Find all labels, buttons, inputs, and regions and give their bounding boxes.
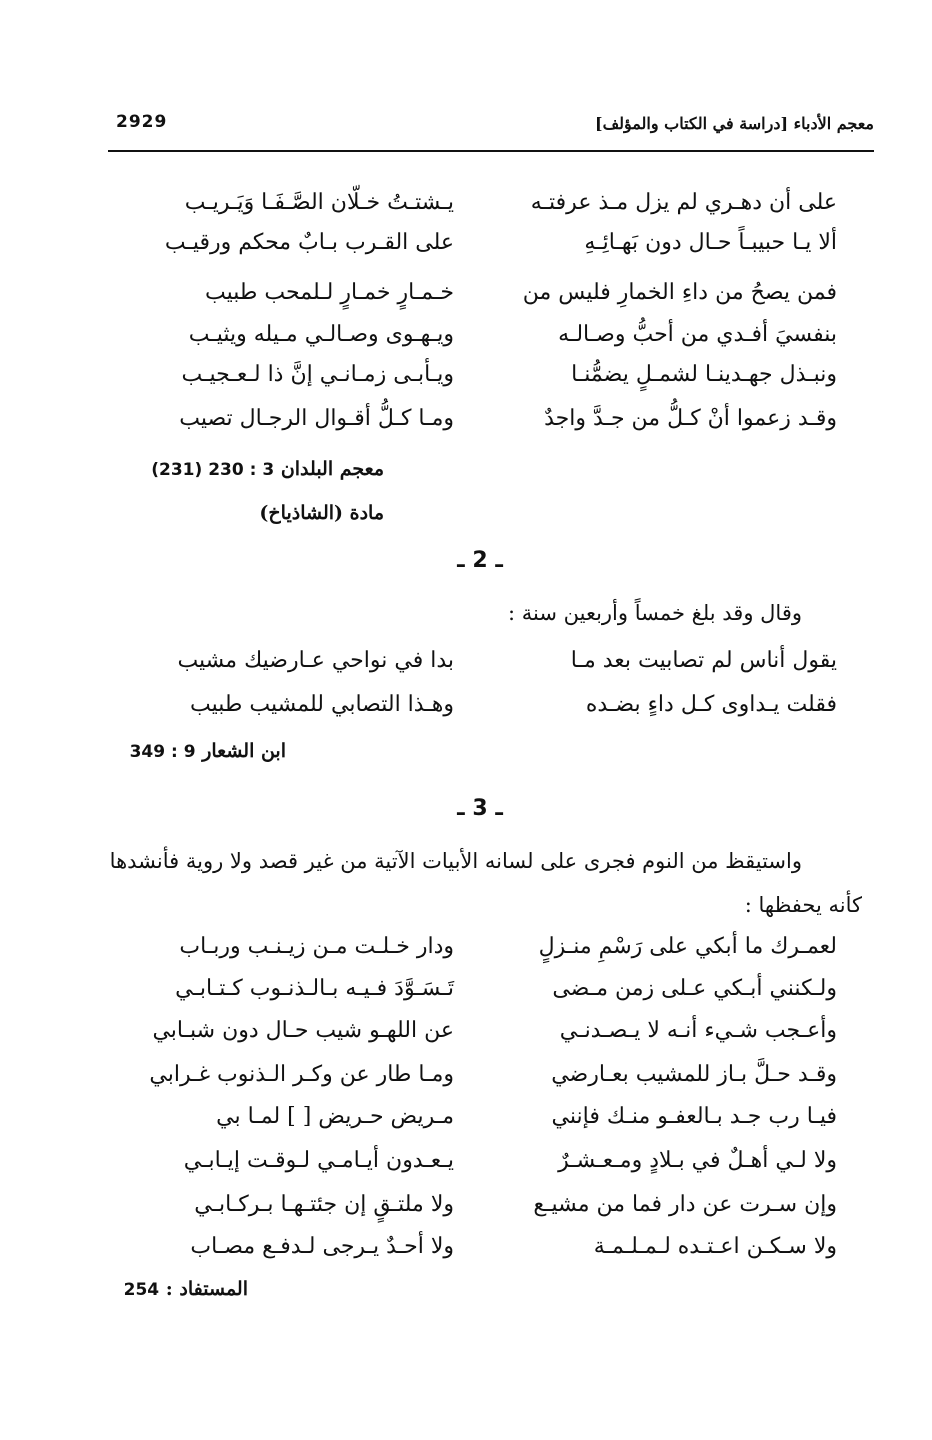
- verse-right-3-4: وقـد حـلَّ بـاز للمشيب بعـارضي: [551, 1062, 837, 1087]
- source-citation: 3 : 230 (231): [151, 460, 275, 480]
- section-number-3: ـ 3 ـ: [457, 796, 503, 821]
- header-rule: [108, 150, 874, 152]
- verse-right-1-1: على أن دهـري لم يزل مـذ عرفتـه: [530, 190, 837, 215]
- verse-left-1-6: ومـا كـلُّ أقـوال الرجـال تصيب: [179, 406, 454, 431]
- running-title: معجم الأدباء [دراسة في الكتاب والمؤلف]: [595, 114, 874, 133]
- verse-left-3-1: ودار خـلـت مـن زيـنـب وربـاب: [179, 934, 454, 959]
- verse-right-3-3: وأعـجب شـيء أنـه لا يـصـدنـي: [559, 1018, 837, 1043]
- verse-right-1-3: فمن يصحُ من داءِ الخمارِ فليس من: [522, 280, 837, 305]
- verse-left-3-8: ولا أحـدٌ يـرجى لـدفـع مصـاب: [190, 1234, 454, 1259]
- source-title: معجم البلدان: [280, 458, 384, 480]
- verse-right-1-2: ألا يـا حبيبـاً حـال دون بَهـائِـهِ: [584, 230, 837, 255]
- source-citation: 9 : 349: [129, 742, 196, 762]
- verse-right-3-1: لعمـرك ما أبكي على رَسْمِ منـزلٍ: [538, 934, 837, 959]
- section-3-intro-line-1: واستيقظ من النوم فجرى على لسانه الأبيات الآتية من غير قصد ولا روية فأنشدها: [109, 849, 802, 873]
- verse-right-1-4: بنفسيَ أفـدي من أحبُّ وصـالـه: [558, 322, 837, 347]
- verse-left-3-4: ومـا طار عن وكـر الـذنوب غـرابي: [149, 1062, 454, 1087]
- verse-left-1-1: يـشتـتُ خـلّان الصَّـفَـا وَيَـريـب: [184, 190, 454, 215]
- verse-left-3-6: يـعـدون أيـامـي لـوقـت إيـابـي: [183, 1148, 454, 1173]
- verse-right-3-6: ولا لـي أهـلٌ في بـلادٍ ومـعـشـرٌ: [558, 1148, 837, 1173]
- section-3-intro-line-2: كأنه يحفظها :: [744, 893, 862, 917]
- verse-right-3-2: ولـكنني أبـكي عـلى زمن مـضى: [552, 976, 837, 1001]
- source-reference-2: [130, 740, 286, 762]
- verse-right-2-2: فقلت يـداوى كـل داءٍ بضـده: [585, 692, 837, 717]
- verse-left-2-2: وهـذا التصابي للمشيب طبيب: [190, 692, 454, 717]
- verse-left-1-4: ويـهـوى وصـالـي مـيله ويثيـب: [188, 322, 454, 347]
- section-2-intro: وقال وقد بلغ خمساً وأربعين سنة :: [508, 601, 802, 625]
- verse-right-1-6: وقـد زعموا أنْ كـلُّ من جـدَّ واجدٌ: [544, 406, 837, 431]
- source-citation: 254: [123, 1280, 160, 1300]
- verse-right-1-5: ونبـذل جهـدينـا لشمـلٍ يضمُّنـا: [571, 362, 837, 387]
- page-number: 2929: [116, 112, 168, 132]
- source-title: المستفاد :: [165, 1278, 248, 1300]
- verse-left-3-7: ولا ملتـقٍ إن جئتـهـا بـركـابـي: [194, 1192, 454, 1217]
- verse-right-2-1: يقول أناس لم تصابيت بعد مـا: [570, 648, 837, 673]
- verse-left-3-5: مـريض حـريض [ ] لمـا بي: [216, 1104, 454, 1129]
- verse-left-1-5: ويـأبـى زمـانـي إنَّ ذا لـعـجيـب: [181, 362, 454, 387]
- verse-right-3-7: وإن سـرت عن دار فما من مشيـع: [533, 1192, 837, 1217]
- verse-right-3-5: فيـا رب جـد بـالعفـو منـك فإنني: [551, 1104, 837, 1129]
- verse-right-3-8: ولا سـكـن اعـتـده لـمـلـمـة: [593, 1234, 837, 1259]
- source-entry: مادة (الشاذياخ): [259, 502, 384, 524]
- source-reference-3: [124, 1278, 248, 1300]
- verse-left-2-1: بدا في نواحي عـارضيك مشيب: [177, 648, 454, 673]
- verse-left-3-3: عن اللهـو شيب حـال دون شبـابي: [152, 1018, 454, 1043]
- verse-left-3-2: تَـسَـوَّدَ فـيـه بـالـذنـوب كـتـابـي: [175, 976, 454, 1001]
- section-number-2: ـ 2 ـ: [457, 548, 503, 573]
- source-title: ابن الشعار: [202, 740, 286, 762]
- verse-left-1-3: خـمـارٍ خمـارٍ لـلمحب طبيب: [205, 280, 454, 305]
- verse-left-1-2: على القـرب بـابٌ محكم ورقيـب: [164, 230, 454, 255]
- source-reference-1: [151, 458, 384, 480]
- page-header: [108, 108, 874, 150]
